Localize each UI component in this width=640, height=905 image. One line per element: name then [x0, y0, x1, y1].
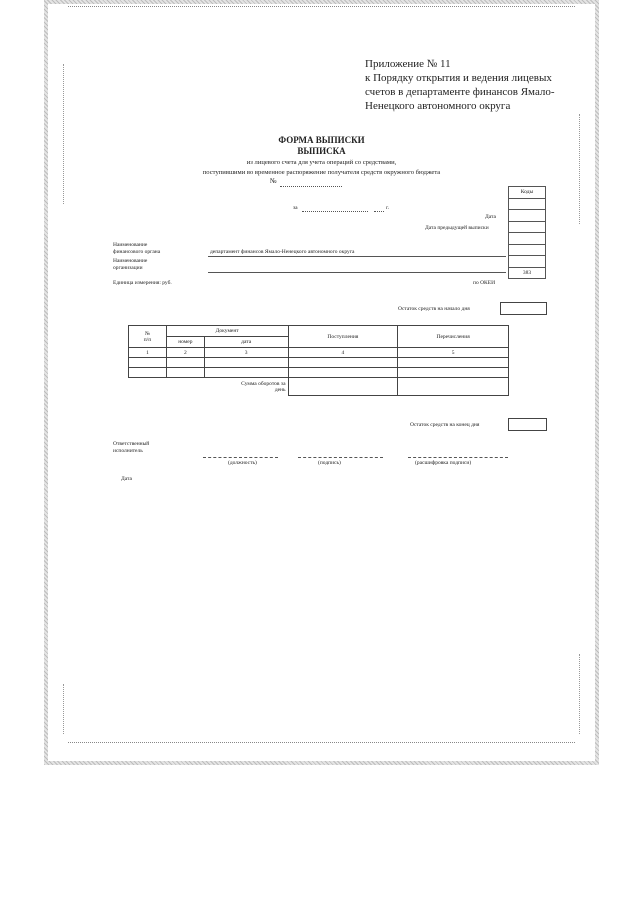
code-cell-6: [509, 256, 546, 268]
okei-code: 383: [509, 267, 546, 279]
turnover-label: [129, 378, 289, 396]
code-cell-1: [509, 198, 546, 210]
okei-label: по ОКЕИ: [473, 280, 496, 286]
year-field: [374, 211, 384, 212]
signature-line: [298, 457, 383, 458]
document-page: [48, 4, 595, 761]
start-balance-label: Остаток средств на начало дня: [398, 306, 470, 312]
finorg-underline: [208, 256, 506, 257]
index-cell: 3: [204, 348, 288, 358]
codes-table: [508, 186, 546, 279]
responsible-label-1: Ответственный: [113, 441, 150, 447]
org-label-1: Наименование: [113, 258, 148, 264]
col-income-header: Поступления: [288, 326, 398, 348]
index-cell: 2: [166, 348, 204, 358]
position-line: [203, 457, 278, 458]
date-prefix: за: [293, 205, 298, 211]
turnover-label-2: день: [274, 386, 286, 393]
statement-number-label: №: [270, 177, 277, 185]
table-cell: [288, 368, 398, 378]
index-cell: 1: [129, 348, 167, 358]
decoding-caption: (расшифровка подписи): [415, 460, 472, 466]
bottom-border-line: [68, 742, 575, 743]
right-margin-mark: [579, 654, 580, 734]
table-cell: [166, 358, 204, 368]
code-cell-date: [509, 210, 546, 222]
index-cell: 4: [288, 348, 398, 358]
appendix-line-2: к Порядку открытия и ведения лицевых: [365, 72, 552, 84]
top-border-line: [68, 6, 575, 7]
decoding-line: [408, 457, 508, 458]
date-label: Дата: [485, 214, 496, 220]
responsible-label-2: исполнитель: [113, 448, 143, 454]
date-suffix: г.: [386, 205, 390, 211]
date-field: [302, 211, 368, 212]
position-caption: (должность): [228, 460, 257, 466]
form-title: ФОРМА ВЫПИСКИ: [278, 135, 365, 145]
turnover-transfers-cell: [398, 378, 509, 396]
col-doc-date-header: дата: [204, 337, 288, 348]
end-balance-label: Остаток средств на конец дня: [410, 422, 480, 428]
finorg-value: департамент финансов Ямало-Ненецкого автономного округа: [210, 249, 355, 255]
code-cell-4: [509, 233, 546, 245]
table-cell: [129, 368, 167, 378]
code-cell-5: [509, 244, 546, 256]
operations-table: [128, 325, 509, 396]
appendix-line-3: счетов в департаменте финансов Ямало-: [365, 86, 555, 98]
org-underline: [208, 272, 506, 273]
prev-date-label: Дата предыдущей выписки: [425, 225, 489, 231]
statement-title: ВЫПИСКА: [297, 146, 346, 156]
end-balance-box: [508, 418, 547, 431]
codes-header: Коды: [509, 187, 546, 199]
left-margin-mark: [63, 684, 64, 734]
col-num-header-2: п/п: [143, 336, 152, 343]
code-cell-prev-date: [509, 221, 546, 233]
finorg-label-1: Наименование: [113, 242, 148, 248]
left-margin-mark: [63, 64, 64, 204]
footer-date-label: Дата: [121, 476, 132, 482]
table-cell: [288, 358, 398, 368]
start-balance-box: [500, 302, 547, 315]
turnover-income-cell: [288, 378, 398, 396]
col-doc-header: Документ: [166, 326, 288, 337]
signature-caption: (подпись): [318, 460, 341, 466]
index-cell: 5: [398, 348, 509, 358]
turnover-label-1: Сумма оборотов за: [241, 380, 286, 387]
appendix-line-1: Приложение № 11: [365, 58, 451, 70]
table-cell: [398, 368, 509, 378]
appendix-line-4: Ненецкого автономного округа: [365, 100, 511, 112]
statement-subtitle-1: из лицевого счета для учета операций со средствами,: [246, 159, 397, 166]
table-cell: [204, 358, 288, 368]
finorg-label-2: финансового органа: [113, 249, 161, 255]
col-transfers-header: Перечисления: [398, 326, 509, 348]
table-cell: [166, 368, 204, 378]
col-doc-number-header: номер: [166, 337, 204, 348]
statement-subtitle-2: поступившими во временное распоряжение получателя средств окружного бюджета: [202, 169, 441, 176]
org-label-2: организации: [113, 265, 143, 271]
col-num-header-1: №: [144, 330, 151, 337]
statement-number-field: [280, 186, 342, 187]
table-cell: [129, 358, 167, 368]
table-cell: [398, 358, 509, 368]
col-num-header: [129, 326, 167, 348]
unit-label: Единица измерения: руб.: [113, 280, 172, 286]
table-cell: [204, 368, 288, 378]
